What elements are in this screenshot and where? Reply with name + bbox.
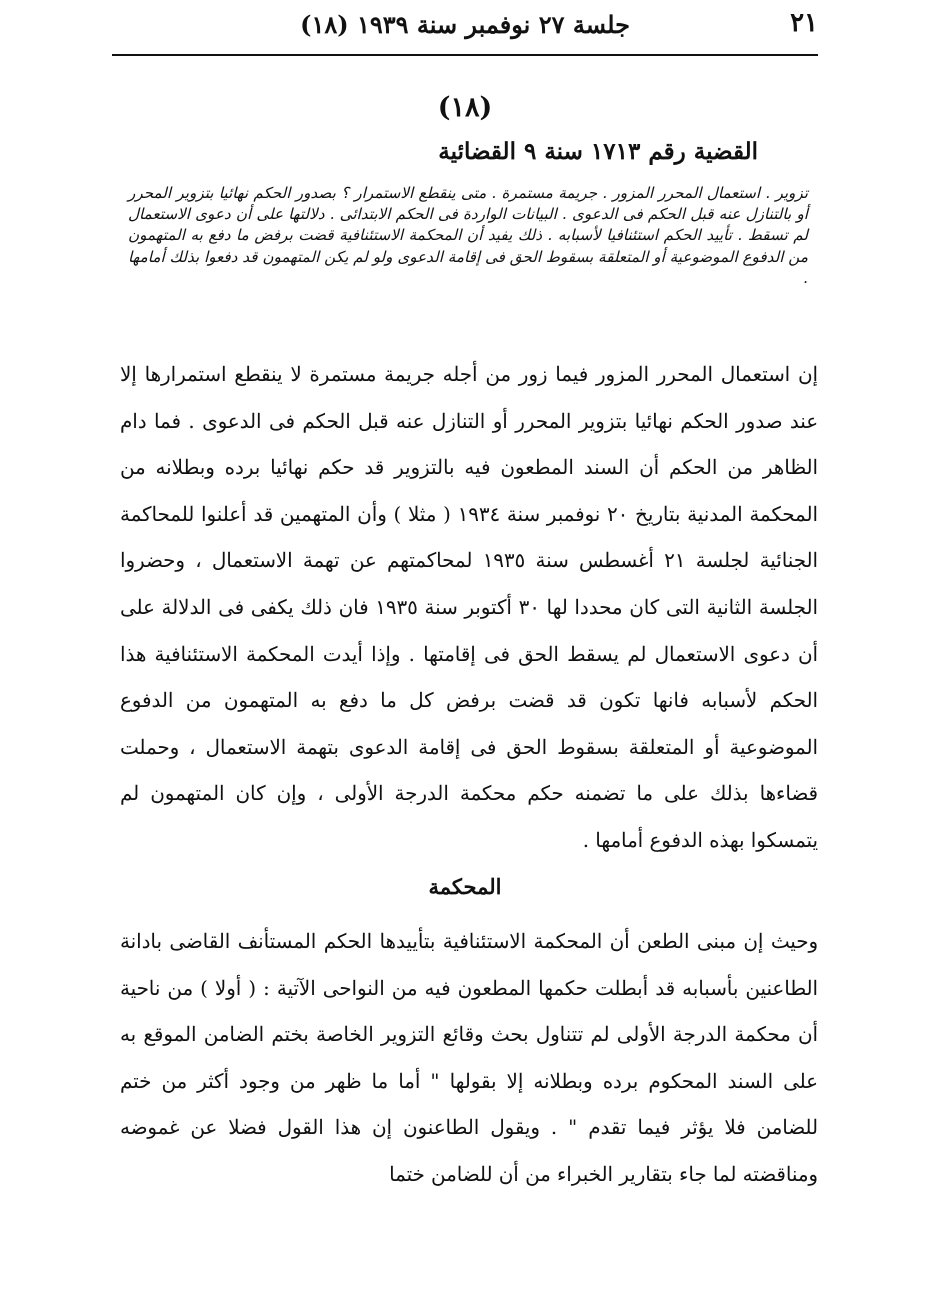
principle-paragraph: إن استعمال المحرر المزور فيما زور من أجله جريمة مستمرة لا ينقطع استمرارها إلا عند صدور الحكم نهائيا بتزوير المحرر أو التنازل عنه قبل الحكم فى الدعوى . فما دام الظاهر من الحكم أن السند المطعون فيه بالتزوير قد حكم نهائيا برده وبطلانه من المحكمة المدنية بتاريخ ٢٠ نوفمبر سنة ١٩٣٤ ( مثلا ) وأن المتهمين قد أعلنوا للمحاكمة الجنائية لجلسة ٢١ أغسطس سنة ١٩٣٥ لمحاكمتهم عن تهمة الاستعمال ، وحضروا الجلسة الثانية التى كان محددا لها ٣٠ أكتوبر سنة ١٩٣٥ فان ذلك يكفى فى الدلالة على أن دعوى الاستعمال لم يسقط الحق فى إقامتها . وإذا أيدت المحكمة الاستئنافية هذا الحكم لأسبابه فانها تكون قد قضت برفض كل ما دفع به المتهمون من الدفوع الموضوعية أو المتعلقة بسقوط الحق فى إقامة الدعوى بتهمة الاستعمال ، وحملت قضاءها بذلك على ما تضمنه حكم محكمة الدرجة الأولى ، وإن كان المتهمون لم يتمسكوا بهذه الدفوع أمامها . [120, 363, 819, 852]
running-head: جلسة ٢٧ نوفمبر سنة ١٩٣٩ (١٨) [300, 10, 630, 39]
header-rule [112, 54, 818, 56]
page-header [112, 8, 818, 52]
judgment-paragraph: وحيث إن مبنى الطعن أن المحكمة الاستئنافية بتأييدها الحكم المستأنف القاضى بادانة الطاعنين بأسبابه قد أبطلت حكمها المطعون فيه من النواحى الآتية : ( أولا ) من ناحية أن محكمة الدرجة الأولى لم تتناول بحث وقائع التزوير الخاصة بختم الضامن الموقع به على السند المحكوم برده وبطلانه إلا بقولها " أما ما ظهر من وجود أكثر من ختم للضامن فلا يؤثر فيما تقدم " . ويقول الطاعنون إن هذا القول فضلا عن غموضه ومناقضته لما جاء بتقارير الخبراء من أن للضامن ختما [120, 930, 818, 1186]
section-heading: المحكمة [428, 874, 502, 899]
page-number: ٢١ [790, 8, 818, 38]
case-title: القضية رقم ١٧١٣ سنة ٩ القضائية [438, 138, 758, 165]
principle-text [120, 352, 818, 865]
judgment-text [120, 919, 818, 1199]
case-number: (١٨) [437, 92, 493, 123]
summary-paragraph: تزوير . استعمال المحرر المزور . جريمة مستمرة . متى ينقطع الاستمرار ؟ بصدور الحكم نهائيا بتزوير المحرر أو بالتنازل عنه قبل الحكم فى الدعوى . البيانات الواردة فى الحكم الابتدائى . دلالتها على أن دعوى الاستعمال لم تسقط . تأييد الحكم استئنافيا لأسبابه . ذلك يفيد أن المحكمة الاستئنافية قضت برفض ما دفع به المتهمون من الدفوع الموضوعية أو المتعلقة بسقوط الحق فى إقامة الدعوى ولو لم يكن المتهمون قد دفعوا بذلك أمامها . [127, 184, 808, 287]
case-summary [128, 183, 808, 289]
